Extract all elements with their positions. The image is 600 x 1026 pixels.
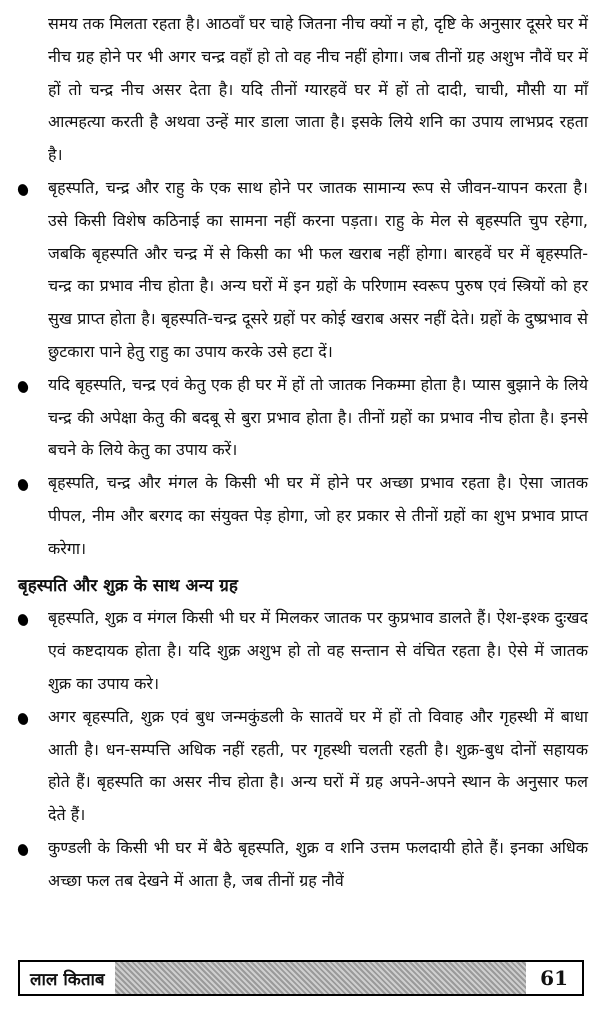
list-item	[18, 832, 588, 898]
section-heading: बृहस्पति और शुक्र के साथ अन्य ग्रह	[18, 575, 238, 596]
list-item	[18, 467, 588, 565]
list-item-text: कुण्डली के किसी भी घर में बैठे बृहस्पति, शुक्र व शनि उत्तम फलदायी होते हैं। इनका अधिक अच्छा फल तब देखने में आता है, जब तीनों ग्रह नौवें	[48, 837, 588, 890]
page-content	[18, 8, 588, 898]
list-item	[18, 172, 588, 369]
list-item-text: बृहस्पति, शुक्र व मंगल किसी भी घर में मिलकर जातक पर कुप्रभाव डालते हैं। ऐश-इश्क दुःखद एवं कष्टदायक होता है। यदि शुक्र अशुभ हो तो वह सन्तान से वंचित रहता है। ऐसे में जातक शुक्र का उपाय करे।	[48, 608, 588, 693]
list-item-text: अगर बृहस्पति, शुक्र एवं बुध जन्मकुंडली के सातवें घर में हों तो विवाह और गृहस्थी में बाधा आती है। धन-सम्पत्ति अधिक नहीं रहती, पर गृहस्थी चलती रहती है। शुक्र-बुध दोनों सहायक होते हैं। बृहस्पति का असर नीच होता है। अन्य घरों में ग्रह अपने-अपने स्थान के अनुसार फल देते हैं।	[48, 706, 588, 825]
list-item-text: बृहस्पति, चन्द्र और राहु के एक साथ होने पर जातक सामान्य रूप से जीवन-यापन करता है। उसे किसी विशेष कठिनाई का सामना नहीं करना पड़ता। राहु के मेल से बृहस्पति चुप रहेगा, जबकि बृहस्पति और चन्द्र में से किसी का भी फल खराब नहीं होगा। बारहवें घर में बृहस्पति-चन्द्र का प्रभाव नीच होता है। अन्य घरों में इन ग्रहों के परिणाम स्वरूप पुरुष एवं स्त्रियों को हर सुख प्राप्त होता है। बृहस्पति-चन्द्र दूसरे ग्रहों पर कोई खराब असर नहीं देते। ग्रहों के दुष्प्रभाव से छुटकारा पाने हेतु राहु का उपाय करके उसे हटा दें।	[48, 177, 588, 361]
list-item-text: यदि बृहस्पति, चन्द्र एवं केतु एक ही घर में हों तो जातक निकम्मा होता है। प्यास बुझाने के लिये चन्द्र की अपेक्षा केतु की बदबू से बुरा प्रभाव होता है। तीनों ग्रहों का प्रभाव नीच होता है। इनसे बचने के लिये केतु का उपाय करें।	[48, 374, 588, 460]
footer-book-title: लाल किताब	[20, 962, 115, 994]
page-number: 61	[526, 962, 582, 994]
footer-decorative-band	[115, 962, 527, 994]
page-footer	[18, 960, 584, 996]
list-item-text: बृहस्पति, चन्द्र और मंगल के किसी भी घर में होने पर अच्छा प्रभाव रहता है। ऐसा जातक पीपल, नीम और बरगद का संयुक्त पेड़ होगा, जो हर प्रकार से तीनों ग्रहों का शुभ प्रभाव प्राप्त करेगा।	[48, 473, 588, 558]
list-item	[18, 602, 588, 700]
list-item	[18, 369, 588, 467]
intro-paragraph: समय तक मिलता रहता है। आठवाँ घर चाहे जितना नीच क्यों न हो, दृष्टि के अनुसार दूसरे घर में नीच ग्रह होने पर भी अगर चन्द्र वहाँ हो तो वह नीच नहीं होगा। जब तीनों ग्रह अशुभ नौवें घर में हों तो चन्द्र नीच असर देता है। यदि तीनों ग्यारहवें घर में हों तो दादी, चाची, मौसी या माँ आत्महत्या करती है अथवा उन्हें मार डाला जाता है। इसके लिये शनि का उपाय लाभप्रद रहता है।	[48, 14, 588, 165]
list-item	[18, 701, 588, 832]
